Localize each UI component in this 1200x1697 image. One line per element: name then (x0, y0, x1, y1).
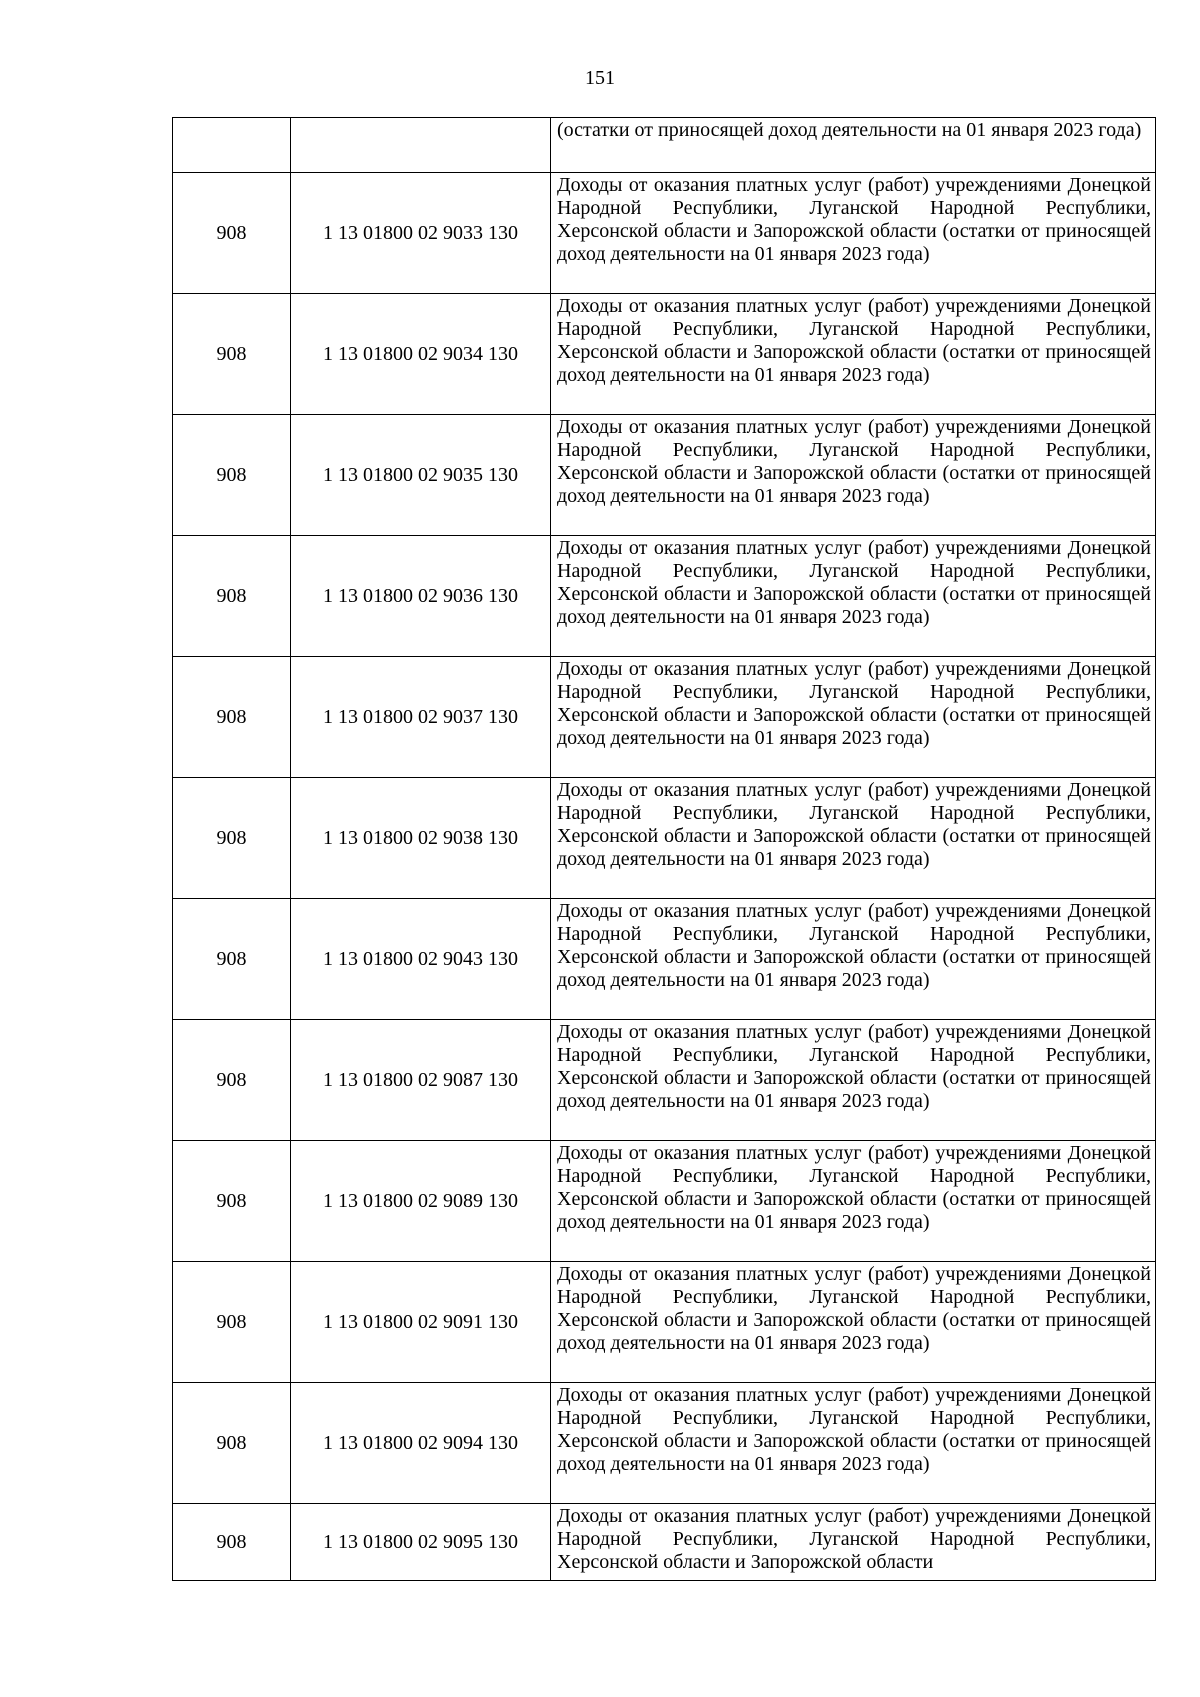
budget-code-cell: 1 13 01800 02 9095 130 (291, 1504, 551, 1581)
revenue-name-cell: Доходы от оказания платных услуг (работ) учреждениями Донецкой Народной Республики, Луганской Народной Республики, Херсонской области и Запорожской области (остатки от приносящей доход деятельности на 01 января 2023 года) (551, 778, 1156, 899)
admin-code-cell: 908 (173, 1141, 291, 1262)
table-row (173, 778, 1156, 899)
table-row (173, 1504, 1156, 1581)
revenue-name-cell: Доходы от оказания платных услуг (работ) учреждениями Донецкой Народной Республики, Луганской Народной Республики, Херсонской области и Запорожской области (остатки от приносящей доход деятельности на 01 января 2023 года) (551, 899, 1156, 1020)
table-row (173, 899, 1156, 1020)
page-number: 151 (585, 67, 615, 89)
admin-code-cell: 908 (173, 1383, 291, 1504)
revenue-name-cell: Доходы от оказания платных услуг (работ) учреждениями Донецкой Народной Республики, Луганской Народной Республики, Херсонской области и Запорожской области (остатки от приносящей доход деятельности на 01 января 2023 года) (551, 1141, 1156, 1262)
admin-code-cell (173, 118, 291, 173)
budget-code-cell (291, 118, 551, 173)
admin-code-cell: 908 (173, 1262, 291, 1383)
revenue-name-cell: Доходы от оказания платных услуг (работ) учреждениями Донецкой Народной Республики, Луганской Народной Республики, Херсонской области и Запорожской области (остатки от приносящей доход деятельности на 01 января 2023 года) (551, 1020, 1156, 1141)
admin-code-cell: 908 (173, 536, 291, 657)
table-row (173, 415, 1156, 536)
budget-code-cell: 1 13 01800 02 9033 130 (291, 173, 551, 294)
revenue-name-cell: Доходы от оказания платных услуг (работ) учреждениями Донецкой Народной Республики, Луганской Народной Республики, Херсонской области и Запорожской области (остатки от приносящей доход деятельности на 01 января 2023 года) (551, 173, 1156, 294)
revenue-codes-table (172, 117, 1156, 1581)
admin-code-cell: 908 (173, 657, 291, 778)
budget-code-cell: 1 13 01800 02 9087 130 (291, 1020, 551, 1141)
table-row (173, 1141, 1156, 1262)
table-row (173, 1020, 1156, 1141)
revenue-name-cell: Доходы от оказания платных услуг (работ) учреждениями Донецкой Народной Республики, Луганской Народной Республики, Херсонской области и Запорожской области (остатки от приносящей доход деятельности на 01 января 2023 года) (551, 1262, 1156, 1383)
budget-code-cell: 1 13 01800 02 9038 130 (291, 778, 551, 899)
revenue-name-cell: Доходы от оказания платных услуг (работ) учреждениями Донецкой Народной Республики, Луганской Народной Республики, Херсонской области и Запорожской области (остатки от приносящей доход деятельности на 01 января 2023 года) (551, 657, 1156, 778)
revenue-name-cell: Доходы от оказания платных услуг (работ) учреждениями Донецкой Народной Республики, Луганской Народной Республики, Херсонской области и Запорожской области (остатки от приносящей доход деятельности на 01 января 2023 года) (551, 294, 1156, 415)
budget-code-cell: 1 13 01800 02 9037 130 (291, 657, 551, 778)
revenue-name-cell: (остатки от приносящей доход деятельности на 01 января 2023 года) (551, 118, 1156, 173)
budget-code-cell: 1 13 01800 02 9094 130 (291, 1383, 551, 1504)
table-row (173, 536, 1156, 657)
admin-code-cell: 908 (173, 294, 291, 415)
budget-code-cell: 1 13 01800 02 9043 130 (291, 899, 551, 1020)
table-row (173, 118, 1156, 173)
budget-code-cell: 1 13 01800 02 9091 130 (291, 1262, 551, 1383)
budget-code-cell: 1 13 01800 02 9035 130 (291, 415, 551, 536)
revenue-name-cell: Доходы от оказания платных услуг (работ) учреждениями Донецкой Народной Республики, Луганской Народной Республики, Херсонской области и Запорожской области (остатки от приносящей доход деятельности на 01 января 2023 года) (551, 1383, 1156, 1504)
budget-code-cell: 1 13 01800 02 9089 130 (291, 1141, 551, 1262)
revenue-name-cell: Доходы от оказания платных услуг (работ) учреждениями Донецкой Народной Республики, Луганской Народной Республики, Херсонской области и Запорожской области (остатки от приносящей доход деятельности на 01 января 2023 года) (551, 415, 1156, 536)
table-row (173, 1383, 1156, 1504)
budget-code-cell: 1 13 01800 02 9034 130 (291, 294, 551, 415)
budget-code-cell: 1 13 01800 02 9036 130 (291, 536, 551, 657)
revenue-name-cell: Доходы от оказания платных услуг (работ) учреждениями Донецкой Народной Республики, Луганской Народной Республики, Херсонской области и Запорожской области (остатки от приносящей доход деятельности на 01 января 2023 года) (551, 536, 1156, 657)
admin-code-cell: 908 (173, 1504, 291, 1581)
admin-code-cell: 908 (173, 415, 291, 536)
admin-code-cell: 908 (173, 173, 291, 294)
table-row (173, 1262, 1156, 1383)
table-row (173, 173, 1156, 294)
admin-code-cell: 908 (173, 778, 291, 899)
table-row (173, 657, 1156, 778)
admin-code-cell: 908 (173, 1020, 291, 1141)
table-row (173, 294, 1156, 415)
admin-code-cell: 908 (173, 899, 291, 1020)
revenue-name-cell: Доходы от оказания платных услуг (работ) учреждениями Донецкой Народной Республики, Луганской Народной Республики, Херсонской области и Запорожской области (551, 1504, 1156, 1581)
